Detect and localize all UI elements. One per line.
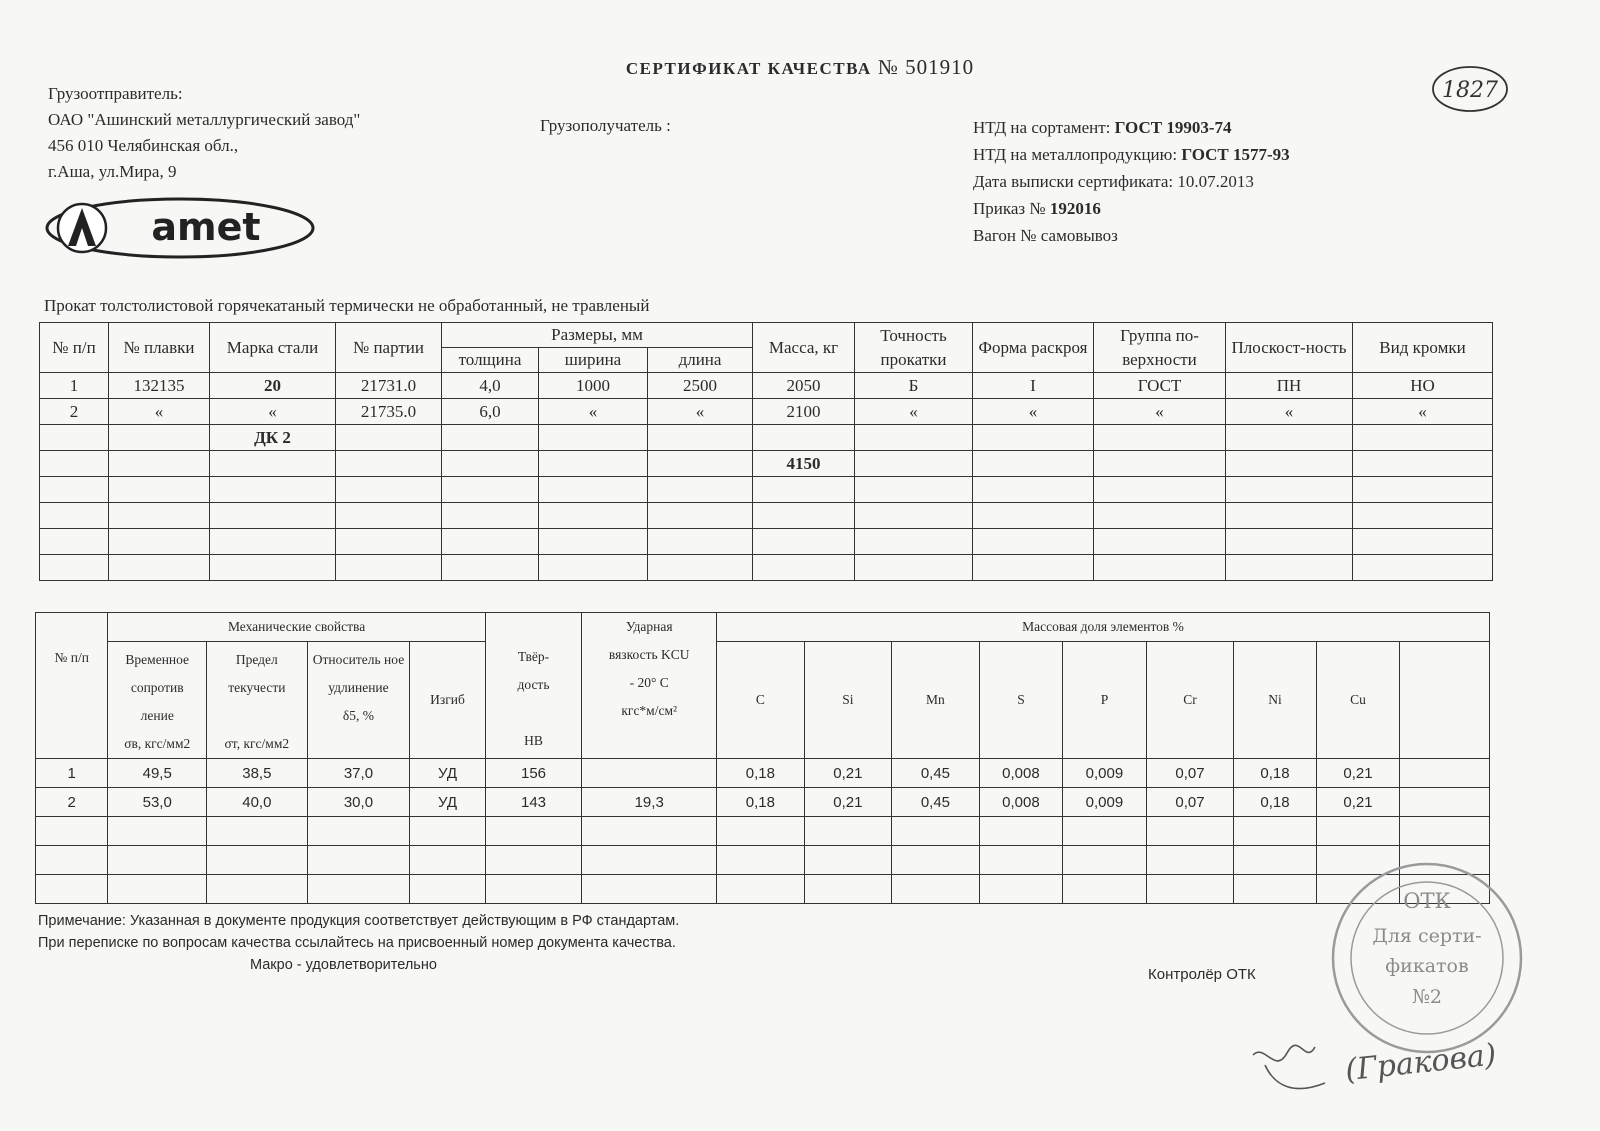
ntd-order [973, 199, 1101, 219]
cell: 0,009 [1063, 788, 1147, 817]
cell: 40,0 [207, 788, 308, 817]
t2-header-el-s: S [979, 642, 1063, 759]
cell: 0,45 [892, 759, 980, 788]
logo-text: amet [151, 205, 261, 249]
t2-header-hardness [485, 613, 582, 759]
cell: 0,21 [1316, 788, 1400, 817]
cell: 2 [36, 788, 108, 817]
table-row [40, 529, 1493, 555]
ntd-wagon [973, 226, 1118, 246]
col-header-accuracy: Точность прокатки [855, 323, 973, 373]
t2-header-impact-temp: - 20° С [629, 675, 669, 690]
controller-signature [1245, 1025, 1535, 1105]
cell: 0,18 [717, 759, 805, 788]
certificate-title-label: СЕРТИФИКАТ КАЧЕСТВА [625, 59, 872, 78]
stamp-line-1: ОТК [1403, 889, 1451, 913]
cell: « [855, 399, 973, 425]
cell: « [648, 399, 753, 425]
cell: 0,21 [804, 759, 892, 788]
table-row [40, 451, 1493, 477]
t2-header-elong [307, 642, 410, 759]
t2-header-tensile [108, 642, 207, 759]
cell: 2 [40, 399, 109, 425]
table-row [36, 759, 1490, 788]
amet-logo [44, 196, 316, 260]
t2-header-tensile-unit: σв, кгс/мм2 [124, 736, 191, 751]
cell: 0,009 [1063, 759, 1147, 788]
t2-header-el-cr: Cr [1146, 642, 1234, 759]
cell: I [973, 373, 1094, 399]
table-row [36, 846, 1490, 875]
col-header-flatness: Плоскост-ность [1226, 323, 1353, 373]
cell: 0,18 [717, 788, 805, 817]
handwritten-number-mark [1430, 64, 1510, 114]
cell: ПН [1226, 373, 1353, 399]
certificate-number: № 501910 [877, 55, 975, 79]
cell: 156 [485, 759, 582, 788]
table-row [36, 875, 1490, 904]
col-header-num: № п/п [40, 323, 109, 373]
ntd-assortment-label: НТД на сортамент: [973, 118, 1111, 137]
note-line-3: Макро - удовлетворительно [250, 957, 437, 973]
certificate-title [0, 55, 1600, 80]
t2-header-el-ni: Ni [1234, 642, 1317, 759]
stamp-line-2: Для серти- [1372, 925, 1482, 947]
ntd-assortment [973, 118, 1232, 138]
t2-header-yield [207, 642, 308, 759]
cell: « [973, 399, 1094, 425]
cell: 0,008 [979, 759, 1063, 788]
t2-header-el-mn: Mn [892, 642, 980, 759]
table-row [36, 788, 1490, 817]
t2-header-impact [582, 613, 717, 759]
t2-header-el-cu: Cu [1316, 642, 1400, 759]
consignee-label: Грузополучатель : [540, 116, 671, 135]
col-header-cut: Форма раскроя [973, 323, 1094, 373]
cell: « [1094, 399, 1226, 425]
t2-header-impact-unit: кгс*м/см² [621, 703, 678, 718]
cell: 2050 [753, 373, 855, 399]
t2-header-el-c: C [717, 642, 805, 759]
ntd-order-label: Приказ № [973, 199, 1046, 218]
cell: « [1226, 399, 1353, 425]
cell: 19,3 [582, 788, 717, 817]
stamp-line-4: №2 [1411, 986, 1443, 1008]
cell: 1 [40, 373, 109, 399]
col-header-length: длина [648, 348, 753, 373]
cell: 37,0 [307, 759, 410, 788]
cell: 49,5 [108, 759, 207, 788]
properties-table [35, 612, 1490, 904]
col-header-grade: Марка стали [210, 323, 336, 373]
cell: Б [855, 373, 973, 399]
shipper-address-2: г.Аша, ул.Мира, 9 [48, 162, 177, 181]
ntd-wagon-label: Вагон № [973, 226, 1037, 245]
table-row [40, 555, 1493, 581]
table-row [40, 477, 1493, 503]
cell: 38,5 [207, 759, 308, 788]
t2-header-el-si: Si [804, 642, 892, 759]
cell: « [539, 399, 648, 425]
cell [582, 759, 717, 788]
cell: 0,45 [892, 788, 980, 817]
cell: « [210, 399, 336, 425]
ntd-product-value: ГОСТ 1577-93 [1181, 145, 1290, 164]
cell: УД [410, 788, 485, 817]
ntd-date-label: Дата выписки сертификата: [973, 172, 1174, 191]
ntd-assortment-value: ГОСТ 19903-74 [1114, 118, 1232, 137]
cell: 2500 [648, 373, 753, 399]
cell: « [109, 399, 210, 425]
cell: ГОСТ [1094, 373, 1226, 399]
total-mass: 4150 [753, 451, 855, 477]
table-row [40, 399, 1493, 425]
cell: 0,008 [979, 788, 1063, 817]
cell: 6,0 [442, 399, 539, 425]
handwritten-number-text: 1827 [1442, 78, 1498, 103]
note-line-2: При переписке по вопросам качества ссылайтесь на присвоенный номер документа качества. [38, 935, 676, 951]
cell: 21731.0 [336, 373, 442, 399]
cell: 20 [210, 373, 336, 399]
t2-header-mech: Механические свойства [108, 613, 485, 642]
table-row [40, 425, 1493, 451]
t2-header-elong-label: Относитель ное удлинение [312, 652, 405, 695]
cell: НО [1353, 373, 1493, 399]
cell: 0,07 [1146, 759, 1234, 788]
cell: УД [410, 759, 485, 788]
t2-header-el-p: P [1063, 642, 1147, 759]
col-header-surface: Группа по-верхности [1094, 323, 1226, 373]
cell: 0,18 [1234, 759, 1317, 788]
t2-header-hardness-label: Твёр-дость [517, 649, 550, 692]
cell: 53,0 [108, 788, 207, 817]
controller-label: Контролёр ОТК [1148, 966, 1256, 983]
ntd-date [973, 172, 1254, 192]
ntd-product-label: НТД на металлопродукцию: [973, 145, 1178, 164]
table-row [40, 373, 1493, 399]
signature-text: (Гракова) [1343, 1037, 1499, 1089]
cell: 1000 [539, 373, 648, 399]
shipper-address-1: 456 010 Челябинская обл., [48, 136, 239, 155]
shipper-name: ОАО "Ашинский металлургический завод" [48, 110, 361, 129]
col-header-mass: Масса, кг [753, 323, 855, 373]
product-description: Прокат толстолистовой горячекатаный термически не обработанный, не травленый [44, 296, 650, 315]
col-header-edge: Вид кромки [1353, 323, 1493, 373]
cell: 1 [36, 759, 108, 788]
cell: 143 [485, 788, 582, 817]
col-header-batch: № партии [336, 323, 442, 373]
shipper-label: Грузоотправитель: [48, 84, 183, 103]
t2-header-bend: Изгиб [410, 642, 485, 759]
cell: 0,18 [1234, 788, 1317, 817]
col-header-heat: № плавки [109, 323, 210, 373]
cell: 132135 [109, 373, 210, 399]
product-table [39, 322, 1493, 581]
ntd-wagon-value: самовывоз [1040, 226, 1118, 245]
cell: 2100 [753, 399, 855, 425]
cell: 0,21 [1316, 759, 1400, 788]
note-line-1: Примечание: Указанная в документе продукция соответствует действующим в РФ стандартам. [38, 913, 680, 929]
grade-note: ДК 2 [210, 425, 336, 451]
cell: 21735.0 [336, 399, 442, 425]
t2-header-yield-label: Предел текучести [228, 652, 286, 695]
table-row [36, 817, 1490, 846]
col-header-dims: Размеры, мм [442, 323, 753, 348]
col-header-thickness: толщина [442, 348, 539, 373]
table-row [40, 503, 1493, 529]
col-header-width: ширина [539, 348, 648, 373]
t2-header-tensile-label: Временное сопротив ление [125, 652, 190, 723]
ntd-order-value: 192016 [1049, 199, 1101, 218]
cell: 0,21 [804, 788, 892, 817]
cell: 30,0 [307, 788, 410, 817]
t2-header-elements: Массовая доля элементов % [717, 613, 1490, 642]
ntd-product [973, 145, 1290, 165]
cell: 4,0 [442, 373, 539, 399]
t2-header-impact-label: Ударная вязкость KCU [608, 619, 690, 662]
cell: 0,07 [1146, 788, 1234, 817]
t2-header-hardness-unit: HB [524, 733, 543, 748]
t2-header-num: № п/п [36, 613, 108, 759]
ntd-date-value: 10.07.2013 [1177, 172, 1254, 191]
cell: « [1353, 399, 1493, 425]
t2-header-yield-unit: σт, кгс/мм2 [224, 736, 290, 751]
t2-header-elong-unit: δ5, % [342, 708, 374, 723]
stamp-line-3: фикатов [1385, 955, 1469, 977]
